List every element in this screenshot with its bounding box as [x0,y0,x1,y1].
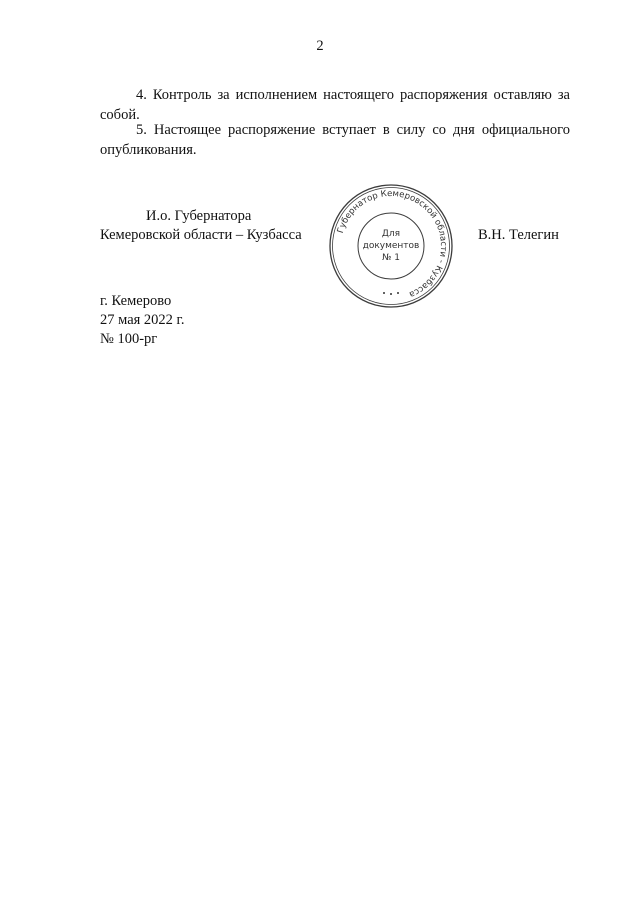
signer-name: В.Н. Телегин [478,227,559,243]
footer-city: г. Кемерово [100,293,172,309]
official-stamp [327,182,455,310]
stamp-center-line2: документов [362,241,420,251]
stamp-center-line1: Для [381,229,401,239]
footer-number: № 100-рг [100,331,158,347]
stamp-seal [327,182,455,310]
paragraph-effective-date: 5. Настоящее распоряжение вступает в силу со дня официального опубликования. [100,122,570,158]
page-number: 2 [316,38,324,54]
stamp-center-line3: № 1 [382,253,400,263]
footer-date: 27 мая 2022 г. [100,312,185,328]
paragraph-control: 4. Контроль за исполнением настоящего распоряжения оставляю за собой. [100,87,570,123]
signature-position-line1: И.о. Губернатора [146,208,252,224]
stamp-ring-text: Губернатор Кемеровской области - Кузбасса [335,188,449,300]
signature-position-line2: Кемеровской области – Кузбасса [100,227,302,243]
